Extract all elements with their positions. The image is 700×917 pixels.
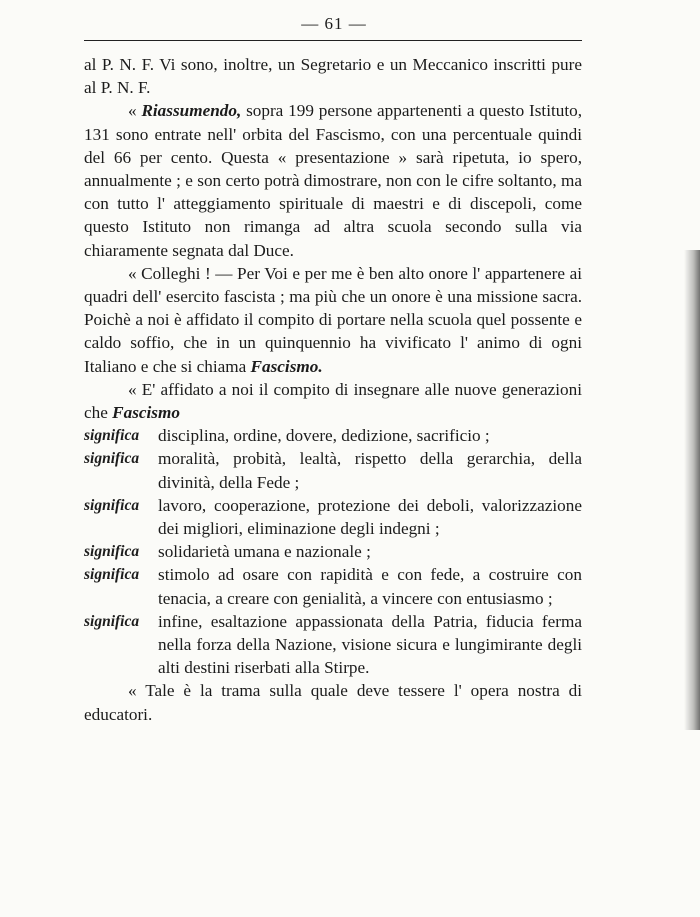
paragraph-4	[84, 378, 582, 424]
list-item-text: stimolo ad osare con rapidità e con fede, a costruire con tenacia, a creare con genialità, a vincere con entusiasmo ;	[158, 565, 582, 608]
list-item	[76, 447, 582, 493]
paragraph-1	[84, 53, 582, 99]
significa-list	[76, 424, 582, 679]
paragraph-2	[84, 99, 582, 261]
significa-label: significa	[84, 566, 140, 584]
paragraph-4-tail: Fascismo	[112, 403, 180, 423]
paragraph-3-text: « Colleghi ! — Per Voi e per me è ben alto onore l' appartenere ai quadri dell' esercito fascista ; ma più che un onore è una missione sacra. Poichè a noi è affidato il compito di portare nella scuola quel possente e caldo soffio, che in un quinquennio ha vivificato l' animo di ogni Italiano e che si chiama	[84, 263, 582, 376]
significa-label: significa	[84, 427, 140, 445]
header-rule	[84, 40, 582, 41]
list-item-text: lavoro, cooperazione, protezione dei deboli, valorizzazione dei migliori, eliminazione degli indegni ;	[158, 495, 582, 539]
page-edge-shadow	[684, 250, 700, 730]
list-item-text: infine, esaltazione appassionata della Patria, fiducia ferma nella forza della Nazione, visione sicura e lungimirante degli alti destini riserbati alla Stirpe.	[158, 611, 582, 678]
list-item	[76, 424, 582, 447]
text-body	[84, 53, 582, 726]
paragraph-2-lead: Riassumendo,	[141, 101, 242, 121]
paragraph-5-text: « Tale è la trama sulla quale deve tessere l' opera nostra di educatori.	[84, 681, 582, 724]
paragraph-2-open: «	[128, 101, 142, 121]
list-item	[76, 540, 582, 563]
list-item	[76, 494, 582, 540]
paragraph-3-tail: Fascismo.	[250, 356, 323, 376]
page-number: — 61 —	[301, 14, 367, 33]
paragraph-4-text: « E' affidato a noi il compito di insegnare alle nuove generazioni che	[84, 379, 582, 423]
list-item	[76, 610, 582, 680]
paragraph-1-text: al P. N. F. Vi sono, inoltre, un Segretario e un Meccanico inscritti pure al P. N. F.	[84, 55, 582, 98]
list-item	[76, 563, 582, 609]
significa-label: significa	[84, 612, 140, 630]
paragraph-3	[84, 262, 582, 378]
paragraph-2-text: sopra 199 persone appartenenti a questo Istituto, 131 sono entrate nell' orbita del Fascismo, con una percentuale quindi del 66 per cento. Questa « presentazione » sarà ripetuta, io spero, annualmente ; e son certo potrà dimostrare, non con le cifre soltanto, ma con tutto l' atteggiamento spirituale di maestri e di discepoli, come questo Istituto non rimanga ad altra scuola secondo sulla via chiaramente segnata dal Duce.	[84, 101, 583, 260]
list-item-text: moralità, probità, lealtà, rispetto della gerarchia, della divinità, della Fede ;	[158, 449, 582, 492]
significa-label: significa	[84, 450, 140, 468]
list-item-text: disciplina, ordine, dovere, dedizione, sacrificio ;	[158, 426, 490, 446]
significa-label: significa	[84, 543, 140, 561]
significa-label: significa	[84, 496, 140, 514]
list-item-text: solidarietà umana e nazionale ;	[158, 542, 371, 562]
paragraph-5	[84, 679, 582, 725]
